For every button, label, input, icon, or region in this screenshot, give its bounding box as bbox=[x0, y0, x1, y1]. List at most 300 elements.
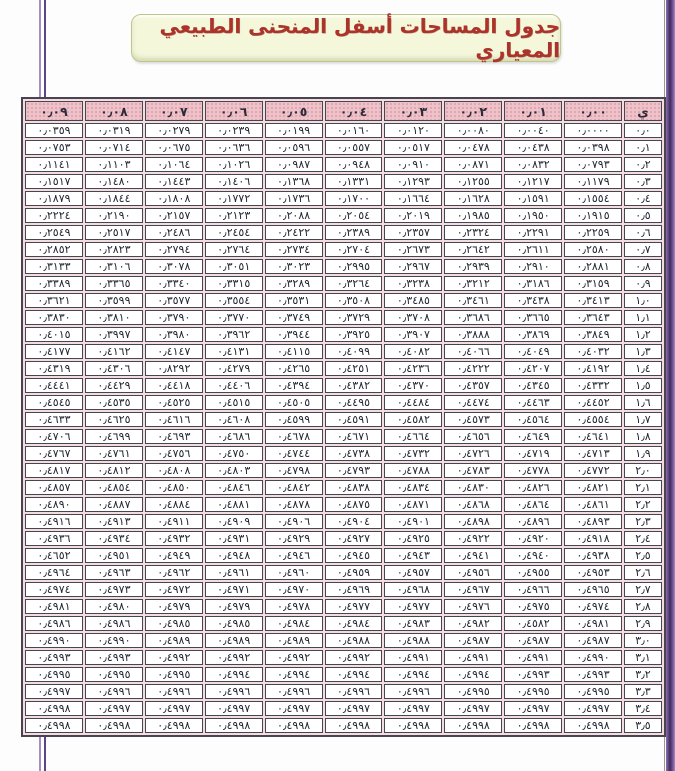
area-value-cell: ٠٫٤٩٩٣ bbox=[564, 667, 622, 682]
area-value-cell: ٠٫٤٩٢٧ bbox=[325, 531, 383, 546]
area-value-cell: ٠٫٣٢٣٨ bbox=[384, 276, 442, 291]
z-value-cell: ٠٫٣ bbox=[624, 174, 662, 189]
area-value-cell: ٠٫٣١٨٦ bbox=[504, 276, 562, 291]
area-value-cell: ٠٫٤٩٩٨ bbox=[25, 718, 83, 733]
area-value-cell: ٠٫١٢٩٣ bbox=[384, 174, 442, 189]
area-value-cell: ٠٫٣٦٦٥ bbox=[504, 310, 562, 325]
area-value-cell: ٠٫٤٨١٢ bbox=[85, 463, 143, 478]
area-value-cell: ٠٫٤٩٩٢ bbox=[205, 650, 263, 665]
area-value-cell: ٠٫٤٣٥٧ bbox=[444, 378, 502, 393]
area-value-cell: ٠٫٢٧٩٤ bbox=[145, 242, 203, 257]
table-row bbox=[25, 276, 662, 291]
area-value-cell: ٠٫٤٨٨٧ bbox=[85, 497, 143, 512]
area-value-cell: ٠٫٤٨٤٢ bbox=[265, 480, 323, 495]
area-value-cell: ٠٫٤٩٦٨ bbox=[384, 582, 442, 597]
area-value-cell: ٠٫٤٩٩٥ bbox=[145, 667, 203, 682]
area-value-cell: ٠٫٤٣٧٠ bbox=[384, 378, 442, 393]
table-row bbox=[25, 395, 662, 410]
table-row bbox=[25, 616, 662, 631]
area-value-cell: ٠٫٤٣٩٤ bbox=[265, 378, 323, 393]
column-header: ٠٫٠٤ bbox=[325, 101, 383, 121]
table-body bbox=[25, 123, 662, 733]
area-value-cell: ٠٫٤٧٢٦ bbox=[444, 446, 502, 461]
area-value-cell: ٠٫٤٩٠١ bbox=[384, 514, 442, 529]
area-value-cell: ٠٫١٦٢٨ bbox=[444, 191, 502, 206]
area-value-cell: ٠٫٤٩٨٥ bbox=[205, 616, 263, 631]
column-header: ٠٫٠٦ bbox=[205, 101, 263, 121]
area-value-cell: ٠٫٣٥٠٨ bbox=[325, 293, 383, 308]
area-value-cell: ٠٫٤٨٩٨ bbox=[444, 514, 502, 529]
area-value-cell: ٠٫٤٩٨١ bbox=[25, 599, 83, 614]
area-value-cell: ٠٫٤٥٥٤ bbox=[564, 412, 622, 427]
area-value-cell: ٠٫٣٠٢٣ bbox=[265, 259, 323, 274]
z-value-cell: ٢٫٨ bbox=[624, 599, 662, 614]
area-value-cell: ٠٫٤٩٨٧ bbox=[504, 633, 562, 648]
area-value-cell: ٠٫٤٩٩٥ bbox=[564, 684, 622, 699]
area-value-cell: ٠٫٤٥٤٥ bbox=[25, 395, 83, 410]
area-value-cell: ٠٫٤٧٣٨ bbox=[325, 446, 383, 461]
area-value-cell: ٠٫٤٨١٧ bbox=[25, 463, 83, 478]
area-value-cell: ٠٫٣٥٧٧ bbox=[145, 293, 203, 308]
area-value-cell: ٠٫٢٠١٩ bbox=[384, 208, 442, 223]
area-value-cell: ٠٫٠٤٣٨ bbox=[504, 140, 562, 155]
table-row bbox=[25, 361, 662, 376]
area-value-cell: ٠٫٣٧٧٠ bbox=[205, 310, 263, 325]
area-value-cell: ٠٫٤٩٨٦ bbox=[85, 616, 143, 631]
area-value-cell: ٠٫١٧٧٢ bbox=[205, 191, 263, 206]
area-value-cell: ٠٫٤٩٣٨ bbox=[564, 548, 622, 563]
area-value-cell: ٠٫٤٧٤٤ bbox=[265, 446, 323, 461]
table-row bbox=[25, 327, 662, 342]
area-value-cell: ٠٫١٦٦٤ bbox=[384, 191, 442, 206]
area-value-cell: ٠٫٤٩٩١ bbox=[444, 650, 502, 665]
area-value-cell: ٠٫٤١١٥ bbox=[265, 344, 323, 359]
area-value-cell: ٠٫١٤٤٣ bbox=[145, 174, 203, 189]
table-row bbox=[25, 667, 662, 682]
area-value-cell: ٠٫٢٨٥٢ bbox=[25, 242, 83, 257]
area-value-cell: ٠٫٤٨٩٣ bbox=[564, 514, 622, 529]
area-value-cell: ٠٫٣٤١٣ bbox=[564, 293, 622, 308]
area-value-cell: ٠٫٤٨٣٠ bbox=[444, 480, 502, 495]
table-row bbox=[25, 531, 662, 546]
area-value-cell: ٠٫٤٨٣٨ bbox=[325, 480, 383, 495]
area-value-cell: ٠٫٤٩٩٧ bbox=[444, 701, 502, 716]
area-value-cell: ٠٫٤٦٧١ bbox=[325, 429, 383, 444]
area-value-cell: ٠٫٢٥٨٠ bbox=[564, 242, 622, 257]
area-value-cell: ٠٫٤٩٤٥ bbox=[325, 548, 383, 563]
area-value-cell: ٠٫٤١٧٧ bbox=[25, 344, 83, 359]
area-value-cell: ٠٫٤٩٩٢ bbox=[265, 650, 323, 665]
z-value-cell: ١٫٤ bbox=[624, 361, 662, 376]
area-value-cell: ٠٫٤٩٩٧ bbox=[564, 701, 622, 716]
area-value-cell: ٠٫٣٧٢٩ bbox=[325, 310, 383, 325]
area-value-cell: ٠٫٠٨٣٢ bbox=[504, 157, 562, 172]
z-value-cell: ٠٫٩ bbox=[624, 276, 662, 291]
area-value-cell: ٠٫٣٩٢٥ bbox=[325, 327, 383, 342]
area-value-cell: ٠٫١٥٩١ bbox=[504, 191, 562, 206]
area-value-cell: ٠٫٤٦٨٦ bbox=[205, 429, 263, 444]
z-value-cell: ١٫٣ bbox=[624, 344, 662, 359]
area-value-cell: ٠٫٢٥١٧ bbox=[85, 225, 143, 240]
area-value-cell: ٠٫٢٠٨٨ bbox=[265, 208, 323, 223]
area-value-cell: ٠٫٣٥٩٩ bbox=[85, 293, 143, 308]
area-value-cell: ٠٫١٥١٧ bbox=[25, 174, 83, 189]
z-value-cell: ٣٫٥ bbox=[624, 718, 662, 733]
area-value-cell: ٠٫٤٩٢٩ bbox=[265, 531, 323, 546]
area-value-cell: ٠٫٤٩٩٣ bbox=[504, 667, 562, 682]
area-value-cell: ٠٫٤١٦٢ bbox=[85, 344, 143, 359]
area-value-cell: ٠٫٣٤٦١ bbox=[444, 293, 502, 308]
area-value-cell: ٠٫٤٩٩٠ bbox=[85, 633, 143, 648]
area-value-cell: ٠٫٤٨٥٤ bbox=[85, 480, 143, 495]
area-value-cell: ٠٫٤٩٩٦ bbox=[85, 684, 143, 699]
area-value-cell: ٠٫٤٩٥٦ bbox=[444, 565, 502, 580]
area-value-cell: ٠٫٤٩٨٤ bbox=[325, 616, 383, 631]
table-row bbox=[25, 174, 662, 189]
area-value-cell: ٠٫٤٣٠٦ bbox=[85, 361, 143, 376]
area-value-cell: ٠٫٤٩٦١ bbox=[205, 565, 263, 580]
area-value-cell: ٠٫٤٩٣٦ bbox=[25, 531, 83, 546]
area-value-cell: ٠٫٠٩٤٨ bbox=[325, 157, 383, 172]
z-value-cell: ١٫٧ bbox=[624, 412, 662, 427]
table-row bbox=[25, 582, 662, 597]
area-value-cell: ٠٫٤٩٣١ bbox=[205, 531, 263, 546]
area-value-cell: ٠٫٤٩٧٤ bbox=[564, 599, 622, 614]
area-value-cell: ٠٫٤٩٩٨ bbox=[504, 718, 562, 733]
table-row bbox=[25, 650, 662, 665]
area-value-cell: ٠٫٣٧٠٨ bbox=[384, 310, 442, 325]
z-value-cell: ٢٫١ bbox=[624, 480, 662, 495]
title-box bbox=[131, 14, 561, 62]
table-row bbox=[25, 548, 662, 563]
area-value-cell: ٠٫٤٩١٨ bbox=[564, 531, 622, 546]
area-value-cell: ٠٫٤٩٩٤ bbox=[265, 667, 323, 682]
area-value-cell: ٠٫٠٣٥٩ bbox=[25, 123, 83, 138]
area-value-cell: ٠٫٤٩١٦ bbox=[25, 514, 83, 529]
z-value-cell: ٢٫٢ bbox=[624, 497, 662, 512]
area-value-cell: ٠٫٤٧٧٨ bbox=[504, 463, 562, 478]
area-value-cell: ٠٫٤٦٠٨ bbox=[205, 412, 263, 427]
area-value-cell: ٠٫٤٠٨٢ bbox=[384, 344, 442, 359]
area-value-cell: ٠٫٢٩٦٧ bbox=[384, 259, 442, 274]
area-value-cell: ٠٫٢٨٢٣ bbox=[85, 242, 143, 257]
area-value-cell: ٠٫٤٠٤٩ bbox=[504, 344, 562, 359]
area-value-cell: ٠٫٤٥٦٤ bbox=[504, 412, 562, 427]
area-value-cell: ٠٫٣٣٤٠ bbox=[145, 276, 203, 291]
area-value-cell: ٠٫٤٨٤٦ bbox=[205, 480, 263, 495]
area-value-cell: ٠٫٤٩٤١ bbox=[444, 548, 502, 563]
area-value-cell: ٠٫٤٩٧٤ bbox=[25, 582, 83, 597]
area-value-cell: ٠٫٤٨٨٤ bbox=[145, 497, 203, 512]
area-value-cell: ٠٫٣٢٨٩ bbox=[265, 276, 323, 291]
area-value-cell: ٠٫٢١٢٣ bbox=[205, 208, 263, 223]
area-value-cell: ٠٫٤٨٣٤ bbox=[384, 480, 442, 495]
area-value-cell: ٠٫٤٦٧٨ bbox=[265, 429, 323, 444]
area-value-cell: ٠٫٣٨٨٨ bbox=[444, 327, 502, 342]
table-row bbox=[25, 684, 662, 699]
area-value-cell: ٠٫٤٩٥٥ bbox=[504, 565, 562, 580]
area-value-cell: ٠٫٤٨٢١ bbox=[564, 480, 622, 495]
area-value-cell: ٠٫٤٩٩٧ bbox=[25, 684, 83, 699]
area-value-cell: ٠٫٤٩٥٣ bbox=[564, 565, 622, 580]
area-value-cell: ٠٫٤٩٩٧ bbox=[85, 701, 143, 716]
area-value-cell: ٠٫٣٨١٠ bbox=[85, 310, 143, 325]
area-value-cell: ٠٫٤٠٩٩ bbox=[325, 344, 383, 359]
area-value-cell: ٠٫٤٥٨٢ bbox=[384, 412, 442, 427]
area-value-cell: ٠٫٤٦٩٩ bbox=[85, 429, 143, 444]
area-value-cell: ٠٫٣٧٤٩ bbox=[265, 310, 323, 325]
area-value-cell: ٠٫٤٩٤٣ bbox=[384, 548, 442, 563]
z-value-cell: ٢٫٥ bbox=[624, 548, 662, 563]
area-value-cell: ٠٫٤٩٦٧ bbox=[444, 582, 502, 597]
area-value-cell: ٠٫٠٠٨٠ bbox=[444, 123, 502, 138]
area-value-cell: ٠٫٢٣٥٧ bbox=[384, 225, 442, 240]
z-value-cell: ٢٫٠ bbox=[624, 463, 662, 478]
area-value-cell: ٠٫١٠٦٤ bbox=[145, 157, 203, 172]
area-value-cell: ٠٫٤٩٩٦ bbox=[384, 684, 442, 699]
area-value-cell: ٠٫٤٩٩٧ bbox=[205, 701, 263, 716]
area-value-cell: ٠٫٤٧٦١ bbox=[85, 446, 143, 461]
area-value-cell: ٠٫٤٥١٥ bbox=[205, 395, 263, 410]
area-value-cell: ٠٫٤٩٨٤ bbox=[265, 616, 323, 631]
area-value-cell: ٠٫٤٧٩٣ bbox=[325, 463, 383, 478]
area-value-cell: ٠٫٤٧٨٨ bbox=[384, 463, 442, 478]
table-row bbox=[25, 157, 662, 172]
area-value-cell: ٠٫٤٩٩٧ bbox=[265, 701, 323, 716]
z-value-cell: ٣٫٤ bbox=[624, 701, 662, 716]
area-value-cell: ٠٫٣١٣٣ bbox=[25, 259, 83, 274]
z-value-cell: ٢٫٣ bbox=[624, 514, 662, 529]
table-row bbox=[25, 123, 662, 138]
area-value-cell: ٠٫٤٢٦٥ bbox=[265, 361, 323, 376]
z-value-cell: ٠٫١ bbox=[624, 140, 662, 155]
area-value-cell: ٠٫٤٩٨٩ bbox=[205, 633, 263, 648]
area-value-cell: ٠٫٤٩٩٤ bbox=[384, 667, 442, 682]
area-value-cell: ٠٫٤٩٨٩ bbox=[265, 633, 323, 648]
area-value-cell: ٠٫٣٠٥١ bbox=[205, 259, 263, 274]
table-row bbox=[25, 225, 662, 240]
area-value-cell: ٠٫٤٩٩٨ bbox=[325, 718, 383, 733]
area-value-cell: ٠٫٤٩٨٠ bbox=[85, 599, 143, 614]
z-value-cell: ١٫٢ bbox=[624, 327, 662, 342]
area-value-cell: ٠٫٤٢٧٩ bbox=[205, 361, 263, 376]
table-row bbox=[25, 242, 662, 257]
area-value-cell: ٠٫٤٩٦٤ bbox=[25, 565, 83, 580]
area-value-cell: ٠٫١٧٣٦ bbox=[265, 191, 323, 206]
area-value-cell: ٠٫٠٤٧٨ bbox=[444, 140, 502, 155]
column-header: ٠٫٠١ bbox=[504, 101, 562, 121]
area-value-cell: ٠٫٣٣٦٥ bbox=[85, 276, 143, 291]
area-value-cell: ٠٫٤٩٨٣ bbox=[384, 616, 442, 631]
area-value-cell: ٠٫٤٩١٣ bbox=[85, 514, 143, 529]
area-value-cell: ٠٫٤٣٨٢ bbox=[325, 378, 383, 393]
area-value-cell: ٠٫٣٤٣٨ bbox=[504, 293, 562, 308]
area-value-cell: ٠٫٤٩٢٥ bbox=[384, 531, 442, 546]
area-value-cell: ٠٫٤٥٢٥ bbox=[145, 395, 203, 410]
area-value-cell: ٠٫٠٠٠٠ bbox=[564, 123, 622, 138]
page-title: جدول المساحات أسفل المنحنى الطبيعي المعياري bbox=[159, 14, 560, 62]
area-value-cell: ٠٫٤٩٩٧ bbox=[145, 701, 203, 716]
area-value-cell: ٠٫٠١٦٠ bbox=[325, 123, 383, 138]
area-value-cell: ٠٫٤٤٩٥ bbox=[325, 395, 383, 410]
area-value-cell: ٠٫٤٩٤٠ bbox=[504, 548, 562, 563]
area-value-cell: ٠٫٤٩٧١ bbox=[205, 582, 263, 597]
area-value-cell: ٠٫١١٤١ bbox=[25, 157, 83, 172]
area-value-cell: ٠٫٤٦٤٩ bbox=[504, 429, 562, 444]
z-value-cell: ٢٫٧ bbox=[624, 582, 662, 597]
area-value-cell: ٠٫١٩٥٠ bbox=[504, 208, 562, 223]
z-value-cell: ٠٫٦ bbox=[624, 225, 662, 240]
area-value-cell: ٠٫٣٥٣١ bbox=[265, 293, 323, 308]
area-value-cell: ٠٫٤٩٩٦ bbox=[145, 684, 203, 699]
area-value-cell: ٠٫٤٩٩٢ bbox=[145, 650, 203, 665]
area-value-cell: ٠٫٣٩٤٤ bbox=[265, 327, 323, 342]
z-value-cell: ٣٫٣ bbox=[624, 684, 662, 699]
area-value-cell: ٠٫٤٦٣٣ bbox=[25, 412, 83, 427]
area-value-cell: ٠٫٤٩٧٩ bbox=[145, 599, 203, 614]
area-value-cell: ٠٫٤٩٥٧ bbox=[384, 565, 442, 580]
area-value-cell: ٠٫٤٨٦١ bbox=[564, 497, 622, 512]
area-value-cell: ٠٫٣١٥٩ bbox=[564, 276, 622, 291]
area-value-cell: ٠٫٤٣١٩ bbox=[25, 361, 83, 376]
area-value-cell: ٠٫٤٥٧٣ bbox=[444, 412, 502, 427]
column-header: ٠٫٠٩ bbox=[25, 101, 83, 121]
area-value-cell: ٠٫٢٤٨٦ bbox=[145, 225, 203, 240]
area-value-cell: ٠٫٣٩٠٧ bbox=[384, 327, 442, 342]
area-value-cell: ٠٫٤٧٧٢ bbox=[564, 463, 622, 478]
area-value-cell: ٠٫٤٧٠٦ bbox=[25, 429, 83, 444]
table-row bbox=[25, 429, 662, 444]
table-row bbox=[25, 446, 662, 461]
area-value-cell: ٠٫٤٩٩٦ bbox=[205, 684, 263, 699]
area-value-cell: ٠٫٣٢٦٤ bbox=[325, 276, 383, 291]
area-value-cell: ٠٫٢١٥٧ bbox=[145, 208, 203, 223]
table-row bbox=[25, 208, 662, 223]
area-value-cell: ٠٫٤٩٦٠ bbox=[265, 565, 323, 580]
area-value-cell: ٠٫٤٩٧٢ bbox=[145, 582, 203, 597]
z-value-cell: ٠٫٢ bbox=[624, 157, 662, 172]
area-value-cell: ٠٫٤٩٩٠ bbox=[25, 633, 83, 648]
area-value-cell: ٠٫٠١٩٩ bbox=[265, 123, 323, 138]
area-value-cell: ٠٫٤٣٤٥ bbox=[504, 378, 562, 393]
z-column-header: ي bbox=[624, 101, 662, 121]
area-value-cell: ٠٫٣٨٣٠ bbox=[25, 310, 83, 325]
z-value-cell: ١٫٠ bbox=[624, 293, 662, 308]
area-value-cell: ٠٫٤٥٩٩ bbox=[265, 412, 323, 427]
area-value-cell: ٠٫٤٩٧٧ bbox=[384, 599, 442, 614]
area-value-cell: ٠٫٣٦٢١ bbox=[25, 293, 83, 308]
area-value-cell: ٠٫٤٢٢٢ bbox=[444, 361, 502, 376]
area-value-cell: ٠٫٤٩٨٨ bbox=[384, 633, 442, 648]
area-value-cell: ٠٫٤٩٧٠ bbox=[265, 582, 323, 597]
column-header: ٠٫٠٥ bbox=[265, 101, 323, 121]
area-value-cell: ٠٫٤٩٤٩ bbox=[145, 548, 203, 563]
z-value-cell: ٢٫٩ bbox=[624, 616, 662, 631]
z-value-cell: ٠٫٧ bbox=[624, 242, 662, 257]
area-value-cell: ٠٫٤٩٦٣ bbox=[85, 565, 143, 580]
area-value-cell: ٠٫٠٦٣٦ bbox=[205, 140, 263, 155]
area-value-cell: ٠٫٤٩٩٨ bbox=[85, 718, 143, 733]
area-value-cell: ٠٫٠٧٩٣ bbox=[564, 157, 622, 172]
area-value-cell: ٠٫٨٢٩٢ bbox=[145, 361, 203, 376]
area-value-cell: ٠٫٤٩٦٢ bbox=[145, 565, 203, 580]
area-value-cell: ٠٫٤٧٦٧ bbox=[25, 446, 83, 461]
area-value-cell: ٠٫٤٩٩٧ bbox=[504, 701, 562, 716]
standard-normal-area-table bbox=[21, 97, 666, 737]
area-value-cell: ٠٫٤٦١٦ bbox=[145, 412, 203, 427]
area-value-cell: ٠٫٤٩٩٨ bbox=[265, 718, 323, 733]
z-value-cell: ١٫٩ bbox=[624, 446, 662, 461]
area-value-cell: ٠٫٤٩٨٧ bbox=[444, 633, 502, 648]
z-value-cell: ١٫١ bbox=[624, 310, 662, 325]
table-row bbox=[25, 293, 662, 308]
area-value-cell: ٠٫٤٨٦٤ bbox=[504, 497, 562, 512]
area-value-cell: ٠٫٣٩٨٠ bbox=[145, 327, 203, 342]
area-value-cell: ٠٫٠٧١٤ bbox=[85, 140, 143, 155]
table-row bbox=[25, 259, 662, 274]
column-header: ٠٫٠٣ bbox=[384, 101, 442, 121]
area-value-cell: ٠٫٤٤١٨ bbox=[145, 378, 203, 393]
area-value-cell: ٠٫٠٠٤٠ bbox=[504, 123, 562, 138]
area-value-cell: ٠٫٤٩٩٥ bbox=[444, 684, 502, 699]
area-value-cell: ٠٫٤٩٩٥ bbox=[25, 667, 83, 682]
table-row bbox=[25, 378, 662, 393]
area-value-cell: ٠٫٣١٠٦ bbox=[85, 259, 143, 274]
area-value-cell: ٠٫٣٦٨٦ bbox=[444, 310, 502, 325]
area-value-cell: ٠٫٠١٢٠ bbox=[384, 123, 442, 138]
area-value-cell: ٠٫٤٨٥٧ bbox=[25, 480, 83, 495]
area-value-cell: ٠٫٣٣٨٩ bbox=[25, 276, 83, 291]
table-row bbox=[25, 310, 662, 325]
area-value-cell: ٠٫٤٨٠٨ bbox=[145, 463, 203, 478]
area-value-cell: ٠٫٤٧٥٦ bbox=[145, 446, 203, 461]
area-value-cell: ٠٫٤٩٦٦ bbox=[504, 582, 562, 597]
area-value-cell: ٠٫٢٢٢٤ bbox=[25, 208, 83, 223]
area-value-cell: ٠٫٤١٩٢ bbox=[564, 361, 622, 376]
area-value-cell: ٠٫٤٠١٥ bbox=[25, 327, 83, 342]
area-value-cell: ٠٫٤٩٩٨ bbox=[444, 718, 502, 733]
column-header: ٠٫٠٧ bbox=[145, 101, 203, 121]
table-row bbox=[25, 344, 662, 359]
area-value-cell: ٠٫٤٨٧١ bbox=[384, 497, 442, 512]
area-value-cell: ٠٫٤٦٩٣ bbox=[145, 429, 203, 444]
area-value-cell: ٠٫٤٦٢٥ bbox=[85, 412, 143, 427]
area-value-cell: ٠٫٣٨٤٩ bbox=[564, 327, 622, 342]
area-value-cell: ٠٫٠٨٧١ bbox=[444, 157, 502, 172]
table-row bbox=[25, 701, 662, 716]
column-header: ٠٫٠٨ bbox=[85, 101, 143, 121]
area-value-cell: ٠٫٤٨٨١ bbox=[205, 497, 263, 512]
area-value-cell: ٠٫٣٥٥٤ bbox=[205, 293, 263, 308]
area-value-cell: ٠٫٤٩٥١ bbox=[85, 548, 143, 563]
area-value-cell: ٠٫٤٩٩٥ bbox=[504, 684, 562, 699]
z-value-cell: ٢٫٦ bbox=[624, 565, 662, 580]
area-value-cell: ٠٫٤٤٥٢ bbox=[564, 395, 622, 410]
area-value-cell: ٠٫٤٤٧٤ bbox=[444, 395, 502, 410]
area-value-cell: ٠٫٤٧٨٣ bbox=[444, 463, 502, 478]
area-value-cell: ٠٫١٧٠٠ bbox=[325, 191, 383, 206]
area-value-cell: ٠٫٠٣٩٨ bbox=[564, 140, 622, 155]
table-row bbox=[25, 412, 662, 427]
area-value-cell: ٠٫١٨٤٤ bbox=[85, 191, 143, 206]
area-value-cell: ٠٫٤٨٧٥ bbox=[325, 497, 383, 512]
table-row bbox=[25, 140, 662, 155]
z-value-cell: ٢٫٤ bbox=[624, 531, 662, 546]
area-value-cell: ٠٫٤٩١١ bbox=[145, 514, 203, 529]
z-value-cell: ٠٫٠ bbox=[624, 123, 662, 138]
area-value-cell: ٠٫١١٠٣ bbox=[85, 157, 143, 172]
area-value-cell: ٠٫٢٥٤٩ bbox=[25, 225, 83, 240]
